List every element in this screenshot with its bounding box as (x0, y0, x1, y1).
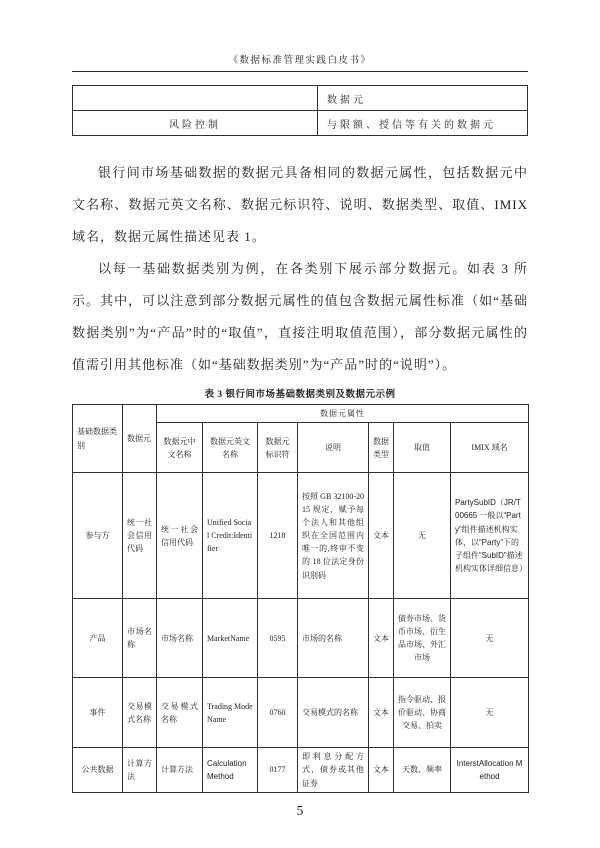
table-row (73, 599, 529, 678)
cell-description: 按照 GB 32100-2015 规定，赋予每个法人和其他组织在全国范围内唯一的,终审不变的 18 位法定身份识别码 (298, 473, 369, 599)
paragraph-1: 银行间市场基础数据的数据元具备相同的数据元属性，包括数据元中文名称、数据元英文名称、数据元标识符、说明、数据类型、取值、IMIX 域名，数据元属性描述见表 1。 (72, 165, 528, 244)
col-header-en-name: 数据元英文名称 (203, 423, 258, 473)
cell-identifier: 0760 (258, 678, 298, 748)
cell-data-element: 计算方法 (123, 748, 157, 793)
cell-value: 指令驱动、报价驱动、协商交易、拍卖 (394, 678, 451, 748)
col-header-cn-name: 数据元中文名称 (157, 423, 203, 473)
table-row (73, 111, 528, 136)
cell-data-element: 市场名称 (123, 599, 157, 678)
cell-data-element: 统一社会信用代码 (123, 473, 157, 599)
page-number: 5 (296, 802, 304, 818)
col-header-description: 说明 (298, 423, 369, 473)
cell-data-type: 文本 (369, 599, 394, 678)
col-header-identifier: 数据元标识符 (258, 423, 298, 473)
cell-data-element: 交易模式名称 (123, 678, 157, 748)
col-header-value: 取值 (394, 423, 451, 473)
cell-imix: InterstAllocation Method (451, 748, 529, 793)
cell-imix: PartySubID（JR/T 00665 一般以“Party”组件描述机构实体，以“Party”下的子组件“SubID”描述机构实体详细信息） (451, 473, 529, 599)
cell-description: 交易模式的名称 (298, 678, 369, 748)
table-row (73, 678, 529, 748)
table-header-row (73, 405, 529, 423)
data-element-cell: 数据元 (318, 86, 528, 111)
cell-description: 市场的名称 (298, 599, 369, 678)
cell-cn-name: 统一社会信用代码 (157, 473, 203, 599)
cell-category: 事件 (73, 678, 123, 748)
col-header-attributes-group: 数据元属性 (157, 405, 529, 423)
page-header (72, 52, 528, 72)
table-row (73, 748, 529, 793)
cell-category: 参与方 (73, 473, 123, 599)
paragraph-2: 以每一基础数据类别为例，在各类别下展示部分数据元。如表 3 所示。其中，可以注意到部分数据元属性的值包含数据元属性标准（如“基础数据类别”为“产品”时的“取值”，直接注明取值范围），部分数据元属性的值需引用其他标准（如“基础数据类别”为“产品”时的“说明”）。 (72, 261, 528, 372)
cell-imix: 无 (451, 599, 529, 678)
col-header-data-type: 数据类型 (369, 423, 394, 473)
cell-en-name: MarketName (203, 599, 258, 678)
cell-data-type: 文本 (369, 678, 394, 748)
cell-identifier: 0595 (258, 599, 298, 678)
table3-caption: 表 3 银行间市场基础数据类别及数据元示例 (204, 390, 396, 400)
cell-identifier: 1218 (258, 473, 298, 599)
col-header-category: 基础数据类别 (73, 405, 123, 473)
cell-en-name: Trading Mode Name (203, 678, 258, 748)
cell-cn-name: 计算方法 (157, 748, 203, 793)
cell-data-type: 文本 (369, 473, 394, 599)
cell-identifier: 0177 (258, 748, 298, 793)
cell-value: 无 (394, 473, 451, 599)
table-row (73, 86, 528, 111)
page-header-title: 《数据标准管理实践白皮书》 (228, 56, 372, 66)
col-header-imix: IMIX 域名 (451, 423, 529, 473)
cell-value: 债券市场、货币市场、衍生品市场、外汇市场 (394, 599, 451, 678)
cell-value: 天数、频率 (394, 748, 451, 793)
cell-category: 产品 (73, 599, 123, 678)
cell-cn-name: 交易模式名称 (157, 678, 203, 748)
category-cell (73, 86, 318, 111)
cell-cn-name: 市场名称 (157, 599, 203, 678)
cell-en-name: Unified Social Credit:Identifier (203, 473, 258, 599)
cell-category: 公共数据 (73, 748, 123, 793)
cell-data-type: 文本 (369, 748, 394, 793)
table-row (73, 473, 529, 599)
continuation-table (72, 85, 528, 136)
category-cell: 风险控制 (73, 111, 318, 136)
data-element-cell: 与限额、授信等有关的数据元 (318, 111, 528, 136)
cell-imix: 无 (451, 678, 529, 748)
table3-data-table (72, 404, 529, 793)
cell-description: 即利息分配方式，债券或其他证券 (298, 748, 369, 793)
col-header-data-element: 数据元 (123, 405, 157, 473)
cell-en-name: Calculation Method (203, 748, 258, 793)
